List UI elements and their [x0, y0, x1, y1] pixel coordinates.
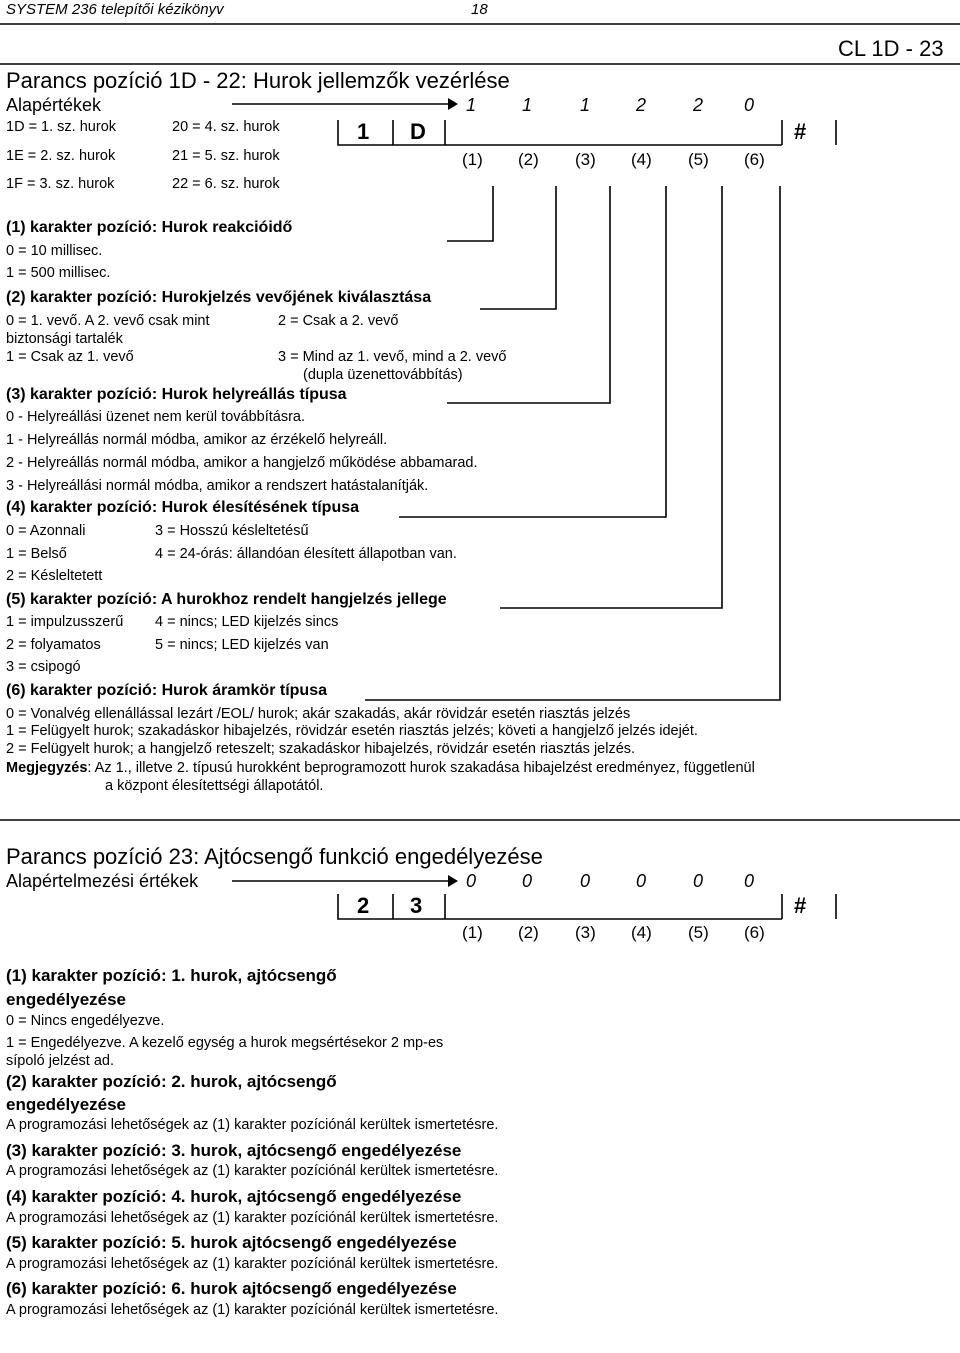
option-line: 3 = csipogó — [6, 659, 81, 675]
option-line: 4 = 24-órás: állandóan élesített állapotban van. — [155, 546, 457, 562]
loop-address: 1E = 2. sz. hurok — [6, 148, 116, 164]
position-label: (5) — [688, 150, 709, 169]
option-line: 1 = 500 millisec. — [6, 265, 111, 281]
loop-address: 22 = 6. sz. hurok — [172, 176, 280, 192]
end-hash: # — [794, 893, 807, 918]
position-1-title: (1) karakter pozíció: Hurok reakcióidő — [6, 219, 293, 236]
position-label: (3) — [575, 923, 596, 942]
option-line: biztonsági tartalék — [6, 331, 123, 347]
default-value: 0 — [693, 871, 704, 891]
note-text: : Az 1., illetve 2. típusú hurokként beprogramozott hurok szakadása hibajelzést eredményez, függetlenül — [87, 760, 755, 776]
position-label: (6) — [744, 923, 765, 942]
option-line: 0 = Nincs engedélyezve. — [6, 1013, 165, 1029]
option-line: 1 - Helyreállás normál módba, amikor az érzékelő helyreáll. — [6, 432, 388, 448]
position-3-title: (3) karakter pozíció: Hurok helyreállás típusa — [6, 386, 347, 403]
note-label: Megjegyzés — [6, 760, 88, 776]
option-line: 1 = Belső — [6, 546, 67, 562]
option-line: 0 - Helyreállási üzenet nem kerül továbbításra. — [6, 409, 306, 425]
position-label: (2) — [518, 923, 539, 942]
position-6-title: (6) karakter pozíció: 6. hurok ajtócsengő engedélyezése — [6, 1279, 457, 1298]
option-line: sípoló jelzést ad. — [6, 1053, 115, 1069]
default-value: 0 — [744, 95, 755, 115]
manual-title: SYSTEM 236 telepítői kézikönyv — [6, 1, 224, 18]
default-value: 0 — [466, 871, 477, 891]
option-line: 2 = folyamatos — [6, 637, 101, 653]
default-value: 1 — [580, 95, 591, 115]
command-digit: 3 — [410, 893, 423, 918]
option-line: 3 = Mind az 1. vevő, mind a 2. vevő — [278, 349, 507, 365]
option-line: 0 = 10 millisec. — [6, 243, 103, 259]
option-line: 0 = Vonalvég ellenállással lezárt /EOL/ hurok; akár szakadás, akár rövidzár esetén riasztás jelzés — [6, 706, 631, 722]
leader-line-5 — [500, 186, 722, 608]
loop-address: 1F = 3. sz. hurok — [6, 176, 115, 192]
option-line: A programozási lehetőségek az (1) karakter pozíciónál kerültek ismertetésre. — [6, 1117, 499, 1133]
default-value: 0 — [744, 871, 755, 891]
default-value: 2 — [636, 95, 647, 115]
loop-address: 20 = 4. sz. hurok — [172, 119, 280, 135]
option-line: 1 = Engedélyezve. A kezelő egység a hurok megsértésekor 2 mp-es — [6, 1035, 444, 1051]
page-number: 18 — [471, 1, 488, 18]
position-5-title: (5) karakter pozíció: A hurokhoz rendelt hangjelzés jellege — [6, 591, 447, 608]
position-label: (4) — [631, 150, 652, 169]
leader-line-2 — [480, 186, 556, 309]
position-label: (5) — [688, 923, 709, 942]
section2-title: Parancs pozíció 23: Ajtócsengő funkció engedélyezése — [6, 844, 543, 869]
command-digit: 2 — [357, 893, 370, 918]
section1-defaults-label: Alapértékek — [6, 95, 102, 115]
option-line: 0 = 1. vevő. A 2. vevő csak mint — [6, 313, 210, 329]
default-value: 0 — [580, 871, 591, 891]
command-box — [338, 894, 782, 919]
arrow-head-icon — [448, 98, 458, 110]
leader-line-3 — [447, 186, 610, 403]
arrow-head-icon — [448, 875, 458, 887]
position-4-title: (4) karakter pozíció: 4. hurok, ajtócsengő engedélyezése — [6, 1187, 462, 1206]
position-2-title: (2) karakter pozíció: 2. hurok, ajtócsengő — [6, 1072, 337, 1091]
position-4-title: (4) karakter pozíció: Hurok élesítésének típusa — [6, 499, 360, 516]
leader-line-4 — [399, 186, 666, 517]
option-line: 0 = Azonnali — [6, 523, 86, 539]
position-3-title: (3) karakter pozíció: 3. hurok, ajtócsengő engedélyezése — [6, 1141, 462, 1160]
position-label: (4) — [631, 923, 652, 942]
option-line: 1 = Felügyelt hurok; szakadáskor hibajelzés, rövidzár esetén riasztás jelzés; követi a hangjelző jelzés idejét. — [6, 723, 698, 739]
position-2-title: (2) karakter pozíció: Hurokjelzés vevőjének kiválasztása — [6, 289, 432, 306]
position-label: (1) — [462, 150, 483, 169]
note-text-continued: a központ élesítettségi állapotától. — [105, 778, 324, 794]
option-line: 1 = impulzusszerű — [6, 614, 124, 630]
position-1-title-cont: engedélyezése — [6, 990, 127, 1009]
option-line: A programozási lehetőségek az (1) karakter pozíciónál kerültek ismertetésre. — [6, 1256, 499, 1272]
position-1-title: (1) karakter pozíció: 1. hurok, ajtócsengő — [6, 966, 337, 985]
option-line: 5 = nincs; LED kijelzés van — [155, 637, 329, 653]
section2-defaults-label: Alapértelmezési értékek — [6, 871, 199, 891]
default-value: 1 — [466, 95, 477, 115]
default-value: 2 — [693, 95, 704, 115]
option-line: (dupla üzenettovábbítás) — [303, 367, 463, 383]
default-value: 0 — [522, 871, 533, 891]
command-code: CL 1D - 23 — [838, 36, 944, 61]
loop-address: 21 = 5. sz. hurok — [172, 148, 280, 164]
loop-address: 1D = 1. sz. hurok — [6, 119, 117, 135]
option-line: 2 = Késleltetett — [6, 568, 103, 584]
section1-title: Parancs pozíció 1D - 22: Hurok jellemzők vezérlése — [6, 68, 510, 93]
position-label: (6) — [744, 150, 765, 169]
end-hash: # — [794, 119, 807, 144]
command-digit: D — [410, 119, 426, 144]
option-line: A programozási lehetőségek az (1) karakter pozíciónál kerültek ismertetésre. — [6, 1302, 499, 1318]
position-2-title-cont: engedélyezése — [6, 1095, 127, 1114]
option-line: A programozási lehetőségek az (1) karakter pozíciónál kerültek ismertetésre. — [6, 1163, 499, 1179]
default-value: 0 — [636, 871, 647, 891]
leader-line-6 — [365, 186, 780, 700]
command-digit: 1 — [357, 119, 370, 144]
option-line: A programozási lehetőségek az (1) karakter pozíciónál kerültek ismertetésre. — [6, 1210, 499, 1226]
option-line: 3 = Hosszú késleltetésű — [155, 523, 309, 539]
leader-line-1 — [447, 186, 493, 241]
option-line: 3 - Helyreállási normál módba, amikor a rendszert hatástalanítják. — [6, 478, 429, 494]
option-line: 2 - Helyreállás normál módba, amikor a hangjelző működése abbamarad. — [6, 455, 478, 471]
option-line: 4 = nincs; LED kijelzés sincs — [155, 614, 339, 630]
option-line: 1 = Csak az 1. vevő — [6, 349, 134, 365]
position-label: (1) — [462, 923, 483, 942]
command-box — [338, 120, 782, 145]
option-line: 2 = Csak a 2. vevő — [278, 313, 399, 329]
default-value: 1 — [522, 95, 533, 115]
position-6-title: (6) karakter pozíció: Hurok áramkör típusa — [6, 682, 327, 699]
position-5-title: (5) karakter pozíció: 5. hurok ajtócsengő engedélyezése — [6, 1233, 457, 1252]
option-line: 2 = Felügyelt hurok; a hangjelző reteszelt; szakadáskor hibajelzés, rövidzár esetén riasztás jelzés. — [6, 741, 636, 757]
position-label: (2) — [518, 150, 539, 169]
position-label: (3) — [575, 150, 596, 169]
